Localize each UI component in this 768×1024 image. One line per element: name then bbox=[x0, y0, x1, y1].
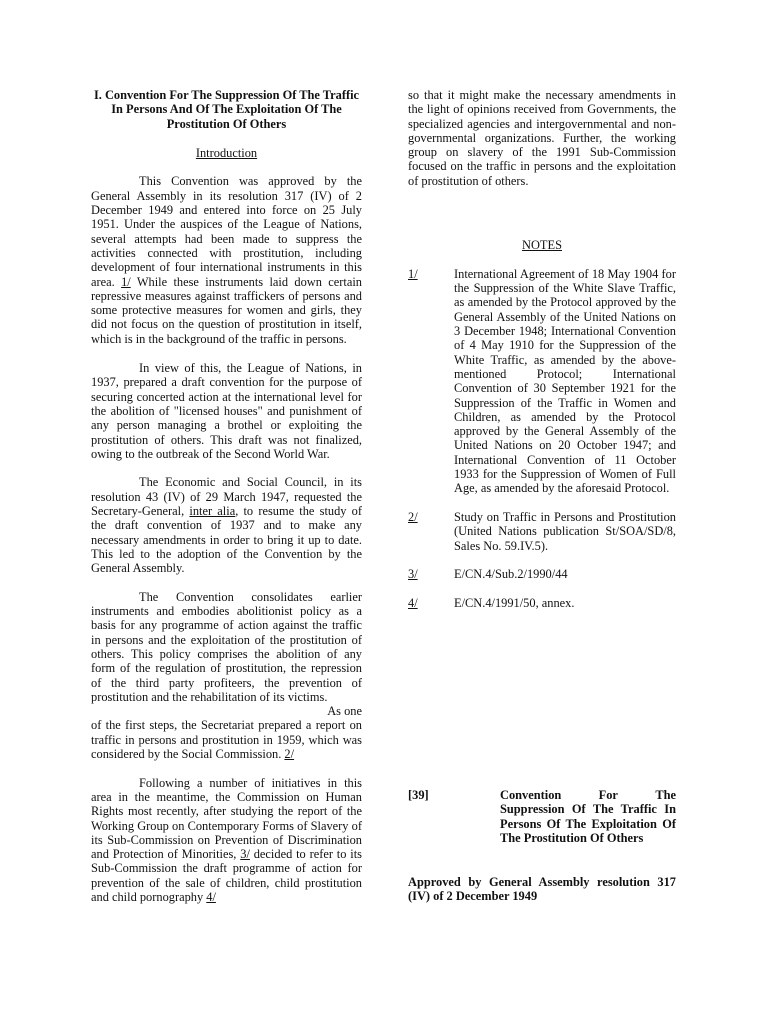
paragraph-1-text-b: While these instruments laid down certain repressive measures against traffickers of persons and some protective measures for women and girls, they did not focus on the question of prostitution in itself, which is in the background of the traffic in persons. bbox=[91, 274, 362, 346]
footnote-ref-1[interactable]: 1/ bbox=[121, 274, 131, 289]
paragraph-4-cont-text: of the first steps, the Secretariat prepared a report on traffic in persons and prostitution in 1959, which was considered by the Social Commission. bbox=[91, 718, 362, 762]
paragraph-1-text-a: This Convention was approved by the General Assembly in its resolution 317 (IV) of 2 December 1949 and entered into force on 25 July 1951. Under the auspices of the League of Nations, several attempts had been made to suppress the activities connected with prostitution, including development of four international instruments in this area. bbox=[91, 174, 362, 289]
note-text: E/CN.4/Sub.2/1990/44 bbox=[454, 567, 568, 582]
section-title: I. Convention For The Suppression Of The Traffic In Persons And Of The Exploitation Of The Prostitution Of Others bbox=[93, 88, 360, 131]
paragraph-5-text-b: decided to refer to its Sub-Commission the draft programme of action for prevention of the sale of children, child prostitution and child pornography bbox=[91, 847, 362, 905]
note-item bbox=[408, 267, 676, 496]
paragraph-2: In view of this, the League of Nations, in 1937, prepared a draft convention for the purpose of securing concerted action at the international level for the abolition of "licensed houses" and punishment of any person managing a brothel or exploiting the prostitution of others. This draft was not finalized, owing to the outbreak of the Second World War. bbox=[91, 361, 362, 461]
footnote-ref-2[interactable]: 2/ bbox=[284, 747, 295, 762]
convention-title bbox=[500, 788, 676, 845]
paragraph-1 bbox=[91, 174, 362, 346]
paragraph-5-text-a: Following a number of initiatives in this area in the meantime, the Commission on Human Rights most recently, after studying the report of the Working Group on Contemporary Forms of Slavery of its Sub-Commission on Prevention of Discrimination and Protection of Minorities, bbox=[91, 775, 362, 862]
right-column bbox=[408, 88, 676, 610]
paragraph-5 bbox=[91, 776, 362, 905]
convention-title-word: Convention bbox=[500, 788, 562, 802]
convention-title-rest: Suppression Of The Traffic In Persons Of The Exploitation Of The Prostitution Of Others bbox=[500, 802, 676, 845]
convention-number: [39] bbox=[408, 788, 429, 802]
convention-title-line-1 bbox=[500, 788, 676, 802]
paragraph-3-text-b: , to resume the study of the draft convention of 1937 and to make any necessary amendments in order to bring it up to date. This led to the adoption of the Convention by the General Assembly. bbox=[91, 504, 362, 576]
paragraph-3-text-a: The Economic and Social Council, in its resolution 43 (IV) of 29 March 1947, requested the Secretary-General, bbox=[91, 475, 362, 519]
note-number: 3/ bbox=[408, 567, 418, 582]
note-item bbox=[408, 567, 676, 581]
notes-heading: NOTES bbox=[522, 238, 562, 253]
convention-row bbox=[408, 788, 676, 845]
note-item bbox=[408, 510, 676, 553]
paragraph-4: The Convention consolidates earlier instruments and embodies abolitionist policy as a basis for any programme of action against the traffic in persons and the exploitation of the prostitution of others. This policy comprises the abolition of any form of the regulation of prostitution, the repression of the third party profiteers, the prevention of prostitution and the rehabilitation of its victims. bbox=[91, 589, 362, 704]
convention-title-word: For bbox=[598, 788, 618, 802]
approved-by-line: Approved by General Assembly resolution 317 (IV) of 2 December 1949 bbox=[408, 875, 676, 904]
inter-alia: inter alia bbox=[189, 504, 236, 519]
note-text: Study on Traffic in Persons and Prostitution (United Nations publication St/SOA/SD/8, Sales No. 59.IV.5). bbox=[454, 509, 676, 553]
paragraph-3 bbox=[91, 475, 362, 575]
note-number: 4/ bbox=[408, 595, 418, 610]
introduction-heading: Introduction bbox=[195, 145, 258, 160]
left-column bbox=[91, 88, 362, 904]
note-text: E/CN.4/1991/50, annex. bbox=[454, 595, 575, 610]
continued-paragraph: so that it might make the necessary amendments in the light of opinions received from Governments, the specialized agencies and intergovernmental and non-governmental organizations. Further, the working group on slavery of the 1991 Sub-Commission focused on the traffic in persons and the exploitation of prostitution of others. bbox=[408, 88, 676, 188]
note-number: 1/ bbox=[408, 266, 418, 281]
convention-title-word: The bbox=[655, 788, 676, 802]
paragraph-4-continued bbox=[91, 718, 362, 761]
note-number: 2/ bbox=[408, 509, 418, 524]
footnote-ref-3[interactable]: 3/ bbox=[240, 847, 250, 862]
note-item bbox=[408, 596, 676, 610]
footnote-ref-4[interactable]: 4/ bbox=[206, 890, 216, 905]
note-text: International Agreement of 18 May 1904 for the Suppression of the White Slave Traffic, as amended by the Protocol approved by the General Assembly of the United Nations on 3 December 1948; International Convention of 4 May 1910 for the Suppression of the White Traffic, as amended by the above-mentioned Protocol; International Convention of 30 September 1921 for the Suppression of the Traffic in Women and Children, as amended by the Protocol approved by the General Assembly of the United Nations on 20 October 1947; and International Convention of 11 October 1933 for the Suppression of Women of Full Age, as amended by the aforesaid Protocol. bbox=[454, 266, 676, 496]
paragraph-4-as-one: As one bbox=[327, 704, 362, 719]
convention-header bbox=[408, 788, 676, 845]
